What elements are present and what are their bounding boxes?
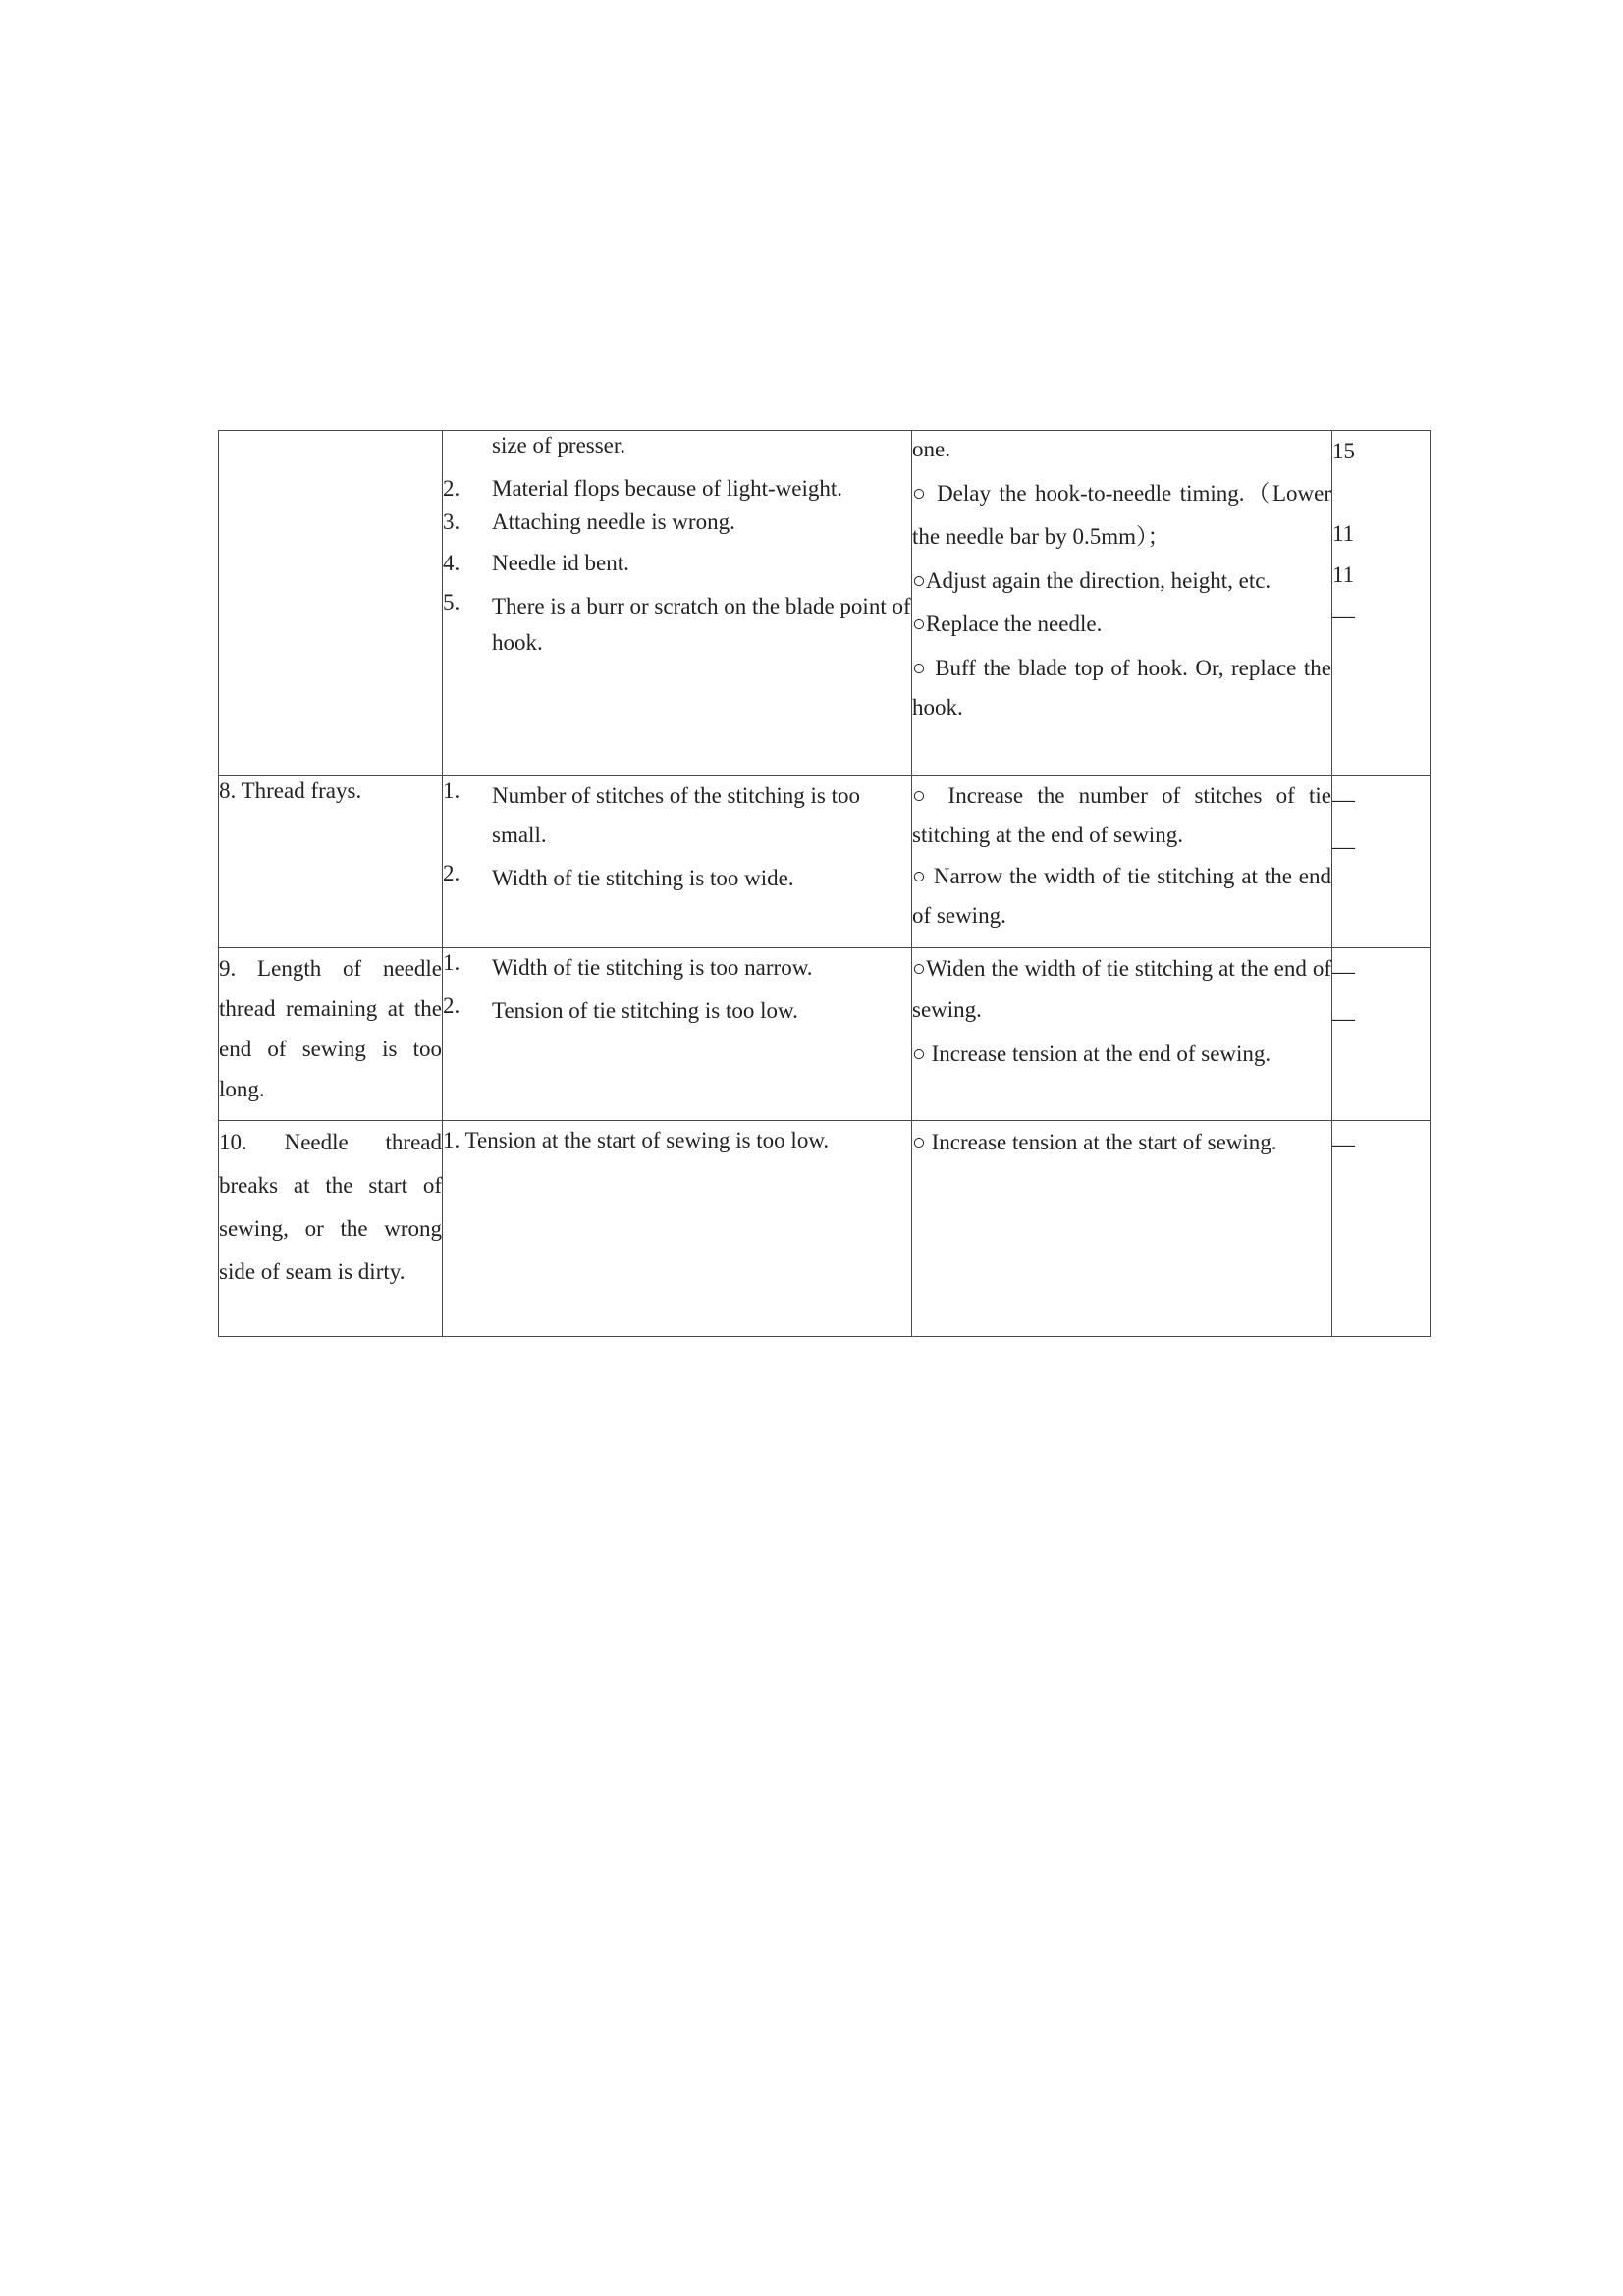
table-row [219, 1121, 1431, 1337]
remedy-item: ○ Buff the blade top of hook. Or, replace the hook. [912, 656, 1331, 720]
reference-value: — [1332, 834, 1355, 859]
remedy-item: ○ Increase tension at the end of sewing. [912, 1041, 1271, 1066]
remedies-cell [912, 776, 1332, 948]
reference-cell [1332, 431, 1431, 776]
list-item: 2. Material flops because of light-weight. [443, 476, 843, 501]
reference-cell [1332, 776, 1431, 948]
reference-value: 11 [1332, 521, 1355, 546]
list-item: 2. Width of tie stitching is too wide. [443, 861, 794, 890]
symptom-cell [219, 431, 443, 776]
causes-cell: 1. Tension at the start of sewing is too low. [443, 1121, 912, 1337]
reference-value [1332, 472, 1430, 513]
reference-value: — [1332, 1006, 1355, 1031]
reference-cell [1332, 948, 1431, 1121]
remedy-item: ○Adjust again the direction, height, etc. [912, 568, 1271, 593]
list-item: 1. Number of stitches of the stitching is too small. [443, 778, 860, 847]
list-item: 3. Attaching needle is wrong. [443, 509, 735, 534]
list-item: 1. Width of tie stitching is too narrow. [443, 950, 813, 980]
symptom-cell: 8. Thread frays. [219, 776, 443, 948]
remedies-cell [912, 431, 1332, 776]
symptom-cell: 10. Needle thread breaks at the start of sewing, or the wrong side of seam is dirty. [219, 1121, 443, 1337]
causes-cell [443, 776, 912, 948]
remedy-item: ○ Delay the hook-to-needle timing.（Lower the needle bar by 0.5mm）； [912, 481, 1331, 549]
remedy-item: ○Replace the needle. [912, 612, 1103, 636]
troubleshooting-table [218, 430, 1431, 1337]
reference-value: — [1332, 787, 1355, 812]
remedy-item: one. [912, 437, 950, 461]
symptom-cell: 9. Length of needle thread remaining at the end of sewing is too long. [219, 948, 443, 1121]
list-item: 2. Tension of tie stitching is too low. [443, 993, 798, 1023]
remedies-cell [912, 1121, 1332, 1337]
causes-cell [443, 431, 912, 776]
reference-value: — [1332, 604, 1355, 628]
list-item: size of presser. [492, 433, 626, 457]
remedy-item: ○ Increase tension at the start of sewing. [912, 1130, 1277, 1154]
reference-value: — [1332, 959, 1355, 984]
causes-cell [443, 948, 912, 1121]
reference-value: 11 [1332, 562, 1355, 587]
remedy-item: ○ Increase the number of stitches of tie stitching at the end of sewing. [912, 783, 1331, 847]
remedy-item: ○Widen the width of tie stitching at the end of sewing. [912, 956, 1331, 1022]
table-row [219, 431, 1431, 776]
list-item: 5. There is a burr or scratch on the blade point of hook. [443, 590, 911, 655]
list-item: 4. Needle id bent. [443, 551, 629, 575]
table-row [219, 948, 1431, 1121]
reference-value: — [1332, 1132, 1355, 1156]
reference-cell [1332, 1121, 1431, 1337]
remedies-cell [912, 948, 1332, 1121]
reference-value: 15 [1332, 439, 1355, 463]
table-row [219, 776, 1431, 948]
remedy-item: ○ Narrow the width of tie stitching at the end of sewing. [912, 864, 1331, 928]
